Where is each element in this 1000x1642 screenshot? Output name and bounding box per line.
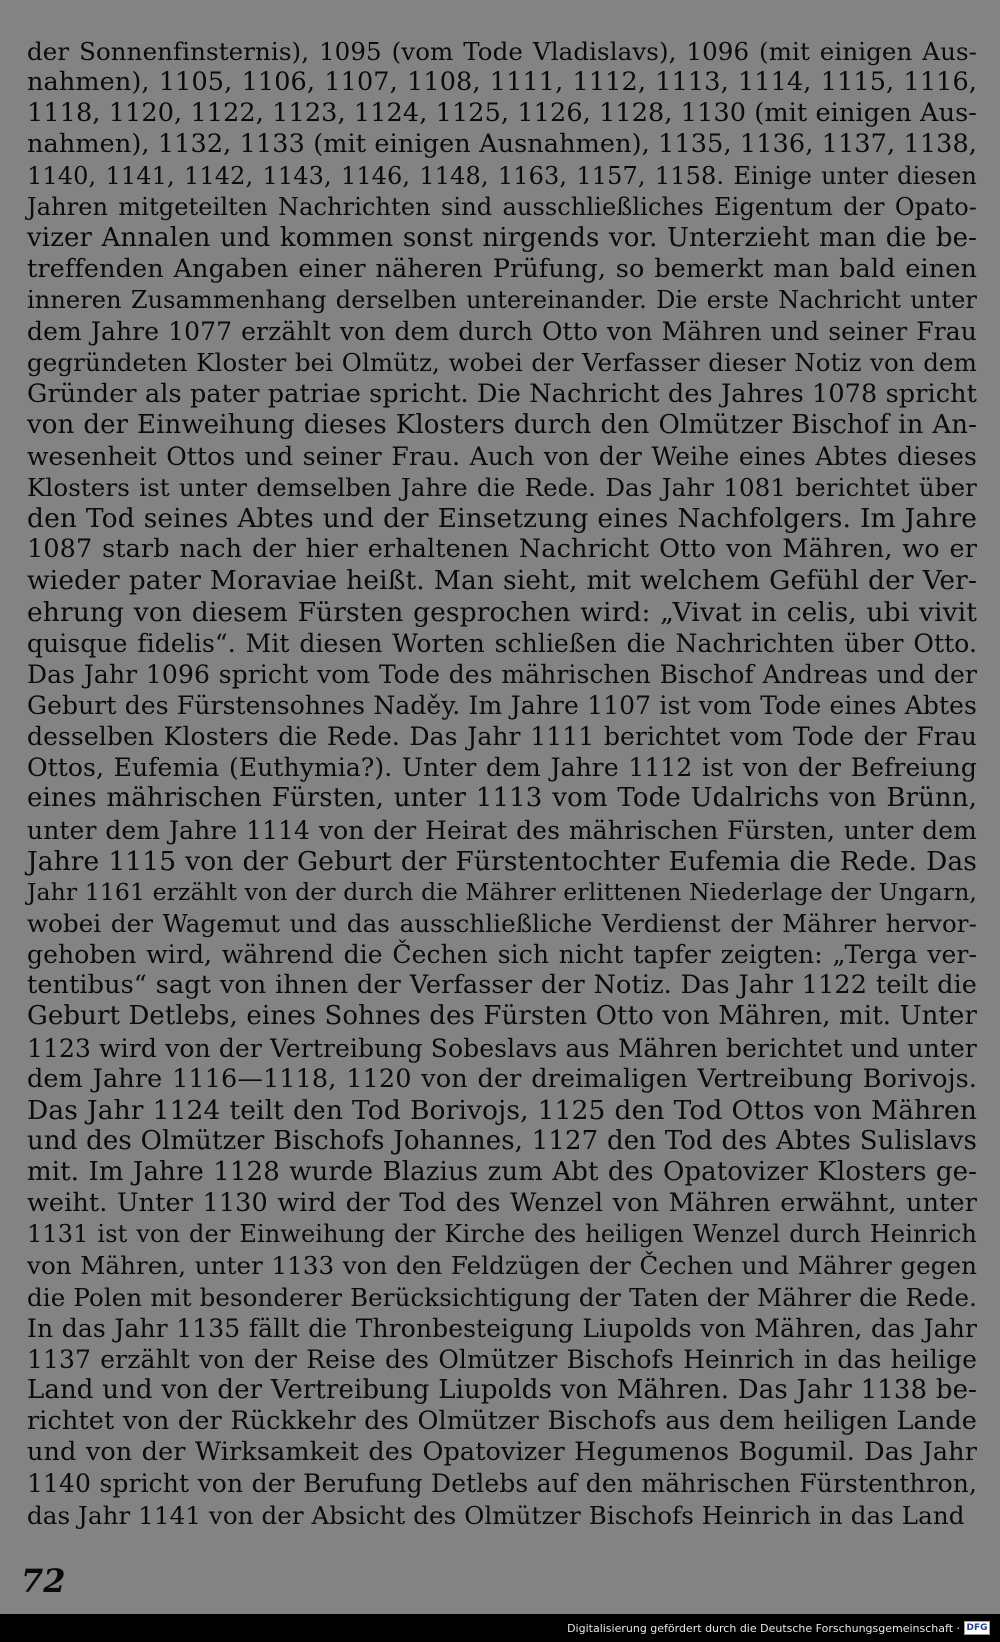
text-line: ehrung von diesem Fürsten gesprochen wird: „Vivat in celis, ubi vivit [27, 596, 977, 628]
text-line: mit. Im Jahre 1128 wurde Blazius zum Abt des Opatovizer Klosters ge‑ [27, 1157, 977, 1188]
text-line: Geburt Detlebs, eines Sohnes des Fürsten Otto von Mähren, mit. Unter [27, 1001, 977, 1032]
text-line: Das Jahr 1124 teilt den Tod Borivojs, 1125 den Tod Ottos von Mähren [27, 1094, 977, 1126]
text-line: das Jahr 1141 von der Absicht des Olmützer Bischofs Heinrich in das Land [27, 1500, 965, 1530]
text-line: 1118, 1120, 1122, 1123, 1124, 1125, 1126, 1128, 1130 (mit einigen Aus‑ [27, 98, 977, 129]
text-line: treffenden Angaben einer näheren Prüfung, so bemerkt man bald einen [27, 253, 977, 284]
text-line: nahmen), 1105, 1106, 1107, 1108, 1111, 1112, 1113, 1114, 1115, 1116, [27, 67, 977, 98]
text-line: dem Jahre 1116—1118, 1120 von der dreimaligen Vertreibung Borivojs. [27, 1063, 977, 1094]
text-line: wieder pater Moraviae heißt. Man sieht, mit welchem Gefühl der Ver‑ [27, 565, 977, 597]
text-line: Jahren mitgeteilten Nachrichten sind ausschließliches Eigentum der Opato‑ [27, 192, 977, 221]
text-line: inneren Zusammenhang derselben untereinander. Die erste Nachricht unter [27, 286, 977, 315]
funding-credit: Digitalisierung gefördert durch die Deutsche Forschungsgemeinschaft · [567, 1622, 960, 1635]
text-line: der Sonnenfinsternis), 1095 (vom Tode Vladislavs), 1096 (mit einigen Aus‑ [27, 37, 977, 66]
text-line: tentibus“ sagt von ihnen der Verfasser der Notiz. Das Jahr 1122 teilt die [27, 970, 977, 1001]
text-line: wobei der Wagemut und das ausschließliche Verdienst der Mährer hervor‑ [27, 908, 977, 938]
text-line: 1087 starb nach der hier erhaltenen Nachricht Otto von Mähren, wo er [27, 534, 977, 565]
dfg-logo-icon: DFG [964, 1621, 990, 1635]
text-line: quisque fidelis“. Mit diesen Worten schließen die Nachrichten über Otto. [27, 628, 977, 658]
text-line: dem Jahre 1077 erzählt von dem durch Otto von Mähren und seiner Frau [27, 317, 977, 347]
text-line: und von der Wirksamkeit des Opatovizer Hegumenos Bogumil. Das Jahr [27, 1437, 977, 1468]
text-line: Jahr 1161 erzählt von der durch die Mährer erlittenen Niederlage der Ungarn, [27, 877, 977, 906]
text-line: vizer Annalen und kommen sonst nirgends vor. Unterzieht man die be‑ [27, 222, 977, 253]
text-line: Gründer als pater patriae spricht. Die Nachricht des Jahres 1078 spricht [27, 378, 977, 409]
text-line: Geburt des Fürstensohnes Naděy. Im Jahre 1107 ist vom Tode eines Abtes [27, 690, 977, 720]
text-line: Das Jahr 1096 spricht vom Tode des mährischen Bischof Andreas und der [27, 659, 977, 689]
text-line: und des Olmützer Bischofs Johannes, 1127 den Tod des Abtes Sulislavs [27, 1125, 977, 1156]
text-line: richtet von der Rückkehr des Olmützer Bischofs aus dem heiligen Lande [27, 1406, 977, 1437]
text-line: eines mährischen Fürsten, unter 1113 vom Tode Udalrichs von Brünn, [27, 783, 977, 814]
text-line: weiht. Unter 1130 wird der Tod des Wenzel von Mähren erwähnt, unter [27, 1188, 977, 1219]
body-text [27, 36, 977, 1531]
text-line: von der Einweihung dieses Klosters durch den Olmützer Bischof in An‑ [27, 409, 977, 440]
text-line: Klosters ist unter demselben Jahre die Rede. Das Jahr 1081 berichtet über [27, 472, 977, 502]
text-line: Jahre 1115 von der Geburt der Fürstentochter Eufemia die Rede. Das [27, 845, 977, 877]
text-line: In das Jahr 1135 fällt die Thronbesteigung Liupolds von Mähren, das Jahr [27, 1313, 977, 1343]
text-line: von Mähren, unter 1133 von den Feldzügen der Čechen und Mährer gegen [27, 1251, 977, 1281]
text-line: den Tod seines Abtes und der Einsetzung eines Nachfolgers. Im Jahre [27, 503, 977, 535]
text-line: desselben Klosters die Rede. Das Jahr 1111 berichtet vom Tode der Frau [27, 722, 977, 752]
text-line: wesenheit Ottos und seiner Frau. Auch von der Weihe eines Abtes dieses [27, 441, 977, 471]
text-line: Land und von der Vertreibung Liupolds von Mähren. Das Jahr 1138 be‑ [27, 1375, 977, 1406]
page-number: 72 [21, 1562, 66, 1600]
footer-bar [0, 1614, 1000, 1642]
text-line: 1140, 1141, 1142, 1143, 1146, 1148, 1163, 1157, 1158. Einige unter diesen [27, 161, 977, 190]
text-line: unter dem Jahre 1114 von der Heirat des mährischen Fürsten, unter dem [27, 815, 977, 845]
text-line: 1131 ist von der Einweihung der Kirche des heiligen Wenzel durch Heinrich [27, 1220, 977, 1249]
text-line: Ottos, Eufemia (Euthymia?). Unter dem Jahre 1112 ist von der Befreiung [27, 753, 977, 783]
text-line: gegründeten Kloster bei Olmütz, wobei der Verfasser dieser Notiz von dem [27, 348, 977, 378]
text-line: 1137 erzählt von der Reise des Olmützer Bischofs Heinrich in das heilige [27, 1344, 977, 1374]
text-line: die Polen mit besonderer Berücksichtigung der Taten der Mährer die Rede. [27, 1282, 977, 1312]
text-line: gehoben wird, während die Čechen sich nicht tapfer zeigten: „Terga ver‑ [27, 940, 977, 970]
text-line: 1123 wird von der Vertreibung Sobeslavs aus Mähren berichtet und unter [27, 1033, 977, 1063]
text-line: 1140 spricht von der Berufung Detlebs auf den mährischen Fürstenthron, [27, 1469, 977, 1499]
text-line: nahmen), 1132, 1133 (mit einigen Ausnahmen), 1135, 1136, 1137, 1138, [27, 129, 977, 160]
